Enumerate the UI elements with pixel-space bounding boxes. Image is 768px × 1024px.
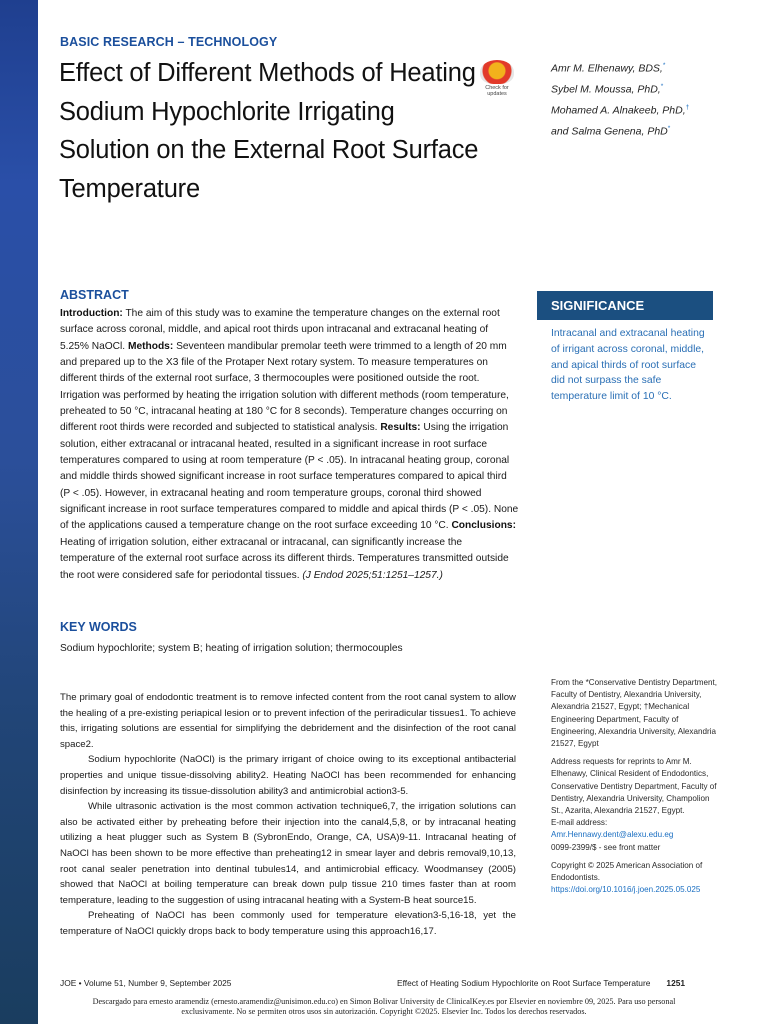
article-title: Effect of Different Methods of Heating Sodium Hypochlorite Irrigating Solution on the External Root Surface Temperature <box>59 59 479 203</box>
issn: 0099-2399/$ - see front matter <box>551 842 661 852</box>
footer-right <box>397 978 685 988</box>
side-notes <box>551 677 723 902</box>
download-notice: Descargado para ernesto aramendiz (ernesto.aramendiz@unisimon.edu.co) en Simon Bolivar University de ClinicalKey.es por Elsevier en noviembre 09, 2025. Para uso personal exclusivamente. No se permiten otros usos sin autorización. Copyright ©2025. Elsevier Inc. Todos los derechos reservados. <box>92 997 676 1016</box>
badge-caption: Check for updates <box>485 85 509 97</box>
abstract-heading: ABSTRACT <box>60 288 129 302</box>
left-color-bar <box>0 0 38 1024</box>
section-label: BASIC RESEARCH – TECHNOLOGY <box>60 35 278 49</box>
author: Sybel M. Moussa, PhD,* <box>551 83 664 96</box>
body-paragraph: While ultrasonic activation is the most common activation technique6,7, the irrigation solutions can also be activated either by preheating before their injection into the canal4,5,8, or by intracanal heating utilizing a heat plugger such as System B (SybronEndo, Orange, CA, USA)9-11. Intracanal heating of NaOCl has been shown to be more effective than preheating12 in smear layer and debris removal9,10,13, root canal sealer penetration into dentinal tubules14, and antimicrobial efficacy. Woodmansey (2005) showed that NaOCl at boiling temperature can break down pulp tissue 210 times faster than at room temperature, leading to the suggestion of using intracanal heating with a System-B heat source15. <box>60 801 516 906</box>
footer-journal: JOE • Volume 51, Number 9, September 2025 <box>60 978 232 988</box>
running-title: Effect of Heating Sodium Hypochlorite on Root Surface Temperature <box>397 978 651 988</box>
author: Mohamed A. Alnakeeb, PhD,† <box>551 104 690 117</box>
reprint-note: Address requests for reprints to Amr M. Elhenawy, Clinical Resident of Endodontics, Conservative Dentistry Department, Faculty of Dentistry, Alexandria University, Champolion St., Azarita, Alexandria 21527, Egypt. E-mail address: Amr.Hennawy.dent@alexu.edu.eg 0099-2399/$ - see front matter <box>551 757 717 852</box>
body-paragraph: The primary goal of endodontic treatment is to remove infected content from the root canal system to allow the healing of a pre-existing periapical lesion or to prevent infection of the periradicular tissues1. To achieve this, irrigating solutions are essential for simplifying the debridement and the disinfection of the root canal space2. <box>60 692 516 750</box>
significance-text: Intracanal and extracanal heating of irrigant across coronal, middle, and apical thirds of root surface did not surpass the safe temperature limit of 10 °C. <box>551 328 705 403</box>
copyright-note: Copyright © 2025 American Association of Endodontists. https://doi.org/10.1016/j.joen.2025.05.025 <box>551 860 703 895</box>
affiliation-note: From the *Conservative Dentistry Department, Faculty of Dentistry, Alexandria University, Alexandria 21527, Egypt; †Mechanical Engineering Department, Faculty of Engineering, Alexandria University, Alexandria 21527, Egypt <box>551 678 717 749</box>
intro-body <box>60 690 516 940</box>
author-list <box>551 57 751 141</box>
check-for-updates-badge[interactable] <box>478 60 516 98</box>
check-updates-icon <box>480 60 514 84</box>
significance-heading: SIGNIFICANCE <box>537 291 713 320</box>
page-number: 1251 <box>666 978 686 988</box>
body-paragraph: Preheating of NaOCl has been commonly used for temperature elevation3-5,16-18, yet the temperature of NaOCl quickly drops back to body temperature using this approach16,17. <box>60 910 516 937</box>
doi-link[interactable]: https://doi.org/10.1016/j.joen.2025.05.025 <box>551 885 701 895</box>
author: Amr M. Elhenawy, BDS,* <box>551 62 666 75</box>
body-paragraph: Sodium hypochlorite (NaOCl) is the primary irrigant of choice owing to its exceptional antibacterial properties and unique tissue-dissolving ability2. Heating NaOCl has been recommended for enhancing disinfection by increasing its tissue-dissolution ability3 and antimicrobial action3-5. <box>60 754 516 797</box>
abstract-body: Introduction: The aim of this study was to examine the temperature changes on the external root surface across coronal, middle, and apical root thirds upon intracanal and extracanal heating of 5.25% NaOCl. Methods: Seventeen mandibular premolar teeth were trimmed to a length of 20 mm and prepared up to the X3 file of the Protaper Next rotary system. To measure temperatures on different thirds of the external root surface, 3 thermocouples were positioned outside the root. Irrigation was performed by heating the irrigation solution with different methods (room temperature, preheated to 50 °C, intracanal heating at 180 °C for 8 seconds). Temperature changes occurring on different root thirds were recorded and subjected to statistical analysis. Results: Using the irrigation solution, either extracanal or intracanal heated, resulted in a significant increase in root surface temperatures compared to using at room temperature (P < .05). In intracanal heating group, coronal and middle thirds showed significant increase in root surface temperatures compared to apical third (P < .05). However, in extracanal heating and room temperature groups, coronal third showed significant increase in root surface temperatures compared to middle and apical thirds (P < .05). None of the applications caused a temperature change on the root surface exceeding 10 °C. Conclusions: Heating of irrigation solution, either extracanal or intracanal, can significantly increase the temperature of the external root surface across its different thirds. Temperatures transmitted outside the root were considered safe for periodontal tissues. (J Endod 2025;51:1251–1257.) <box>60 308 519 581</box>
keywords-heading: KEY WORDS <box>60 620 137 634</box>
email-link[interactable]: Amr.Hennawy.dent@alexu.edu.eg <box>551 830 674 840</box>
keywords-text: Sodium hypochlorite; system B; heating of irrigation solution; thermocouples <box>60 643 403 654</box>
author: and Salma Genena, PhD* <box>551 125 671 138</box>
